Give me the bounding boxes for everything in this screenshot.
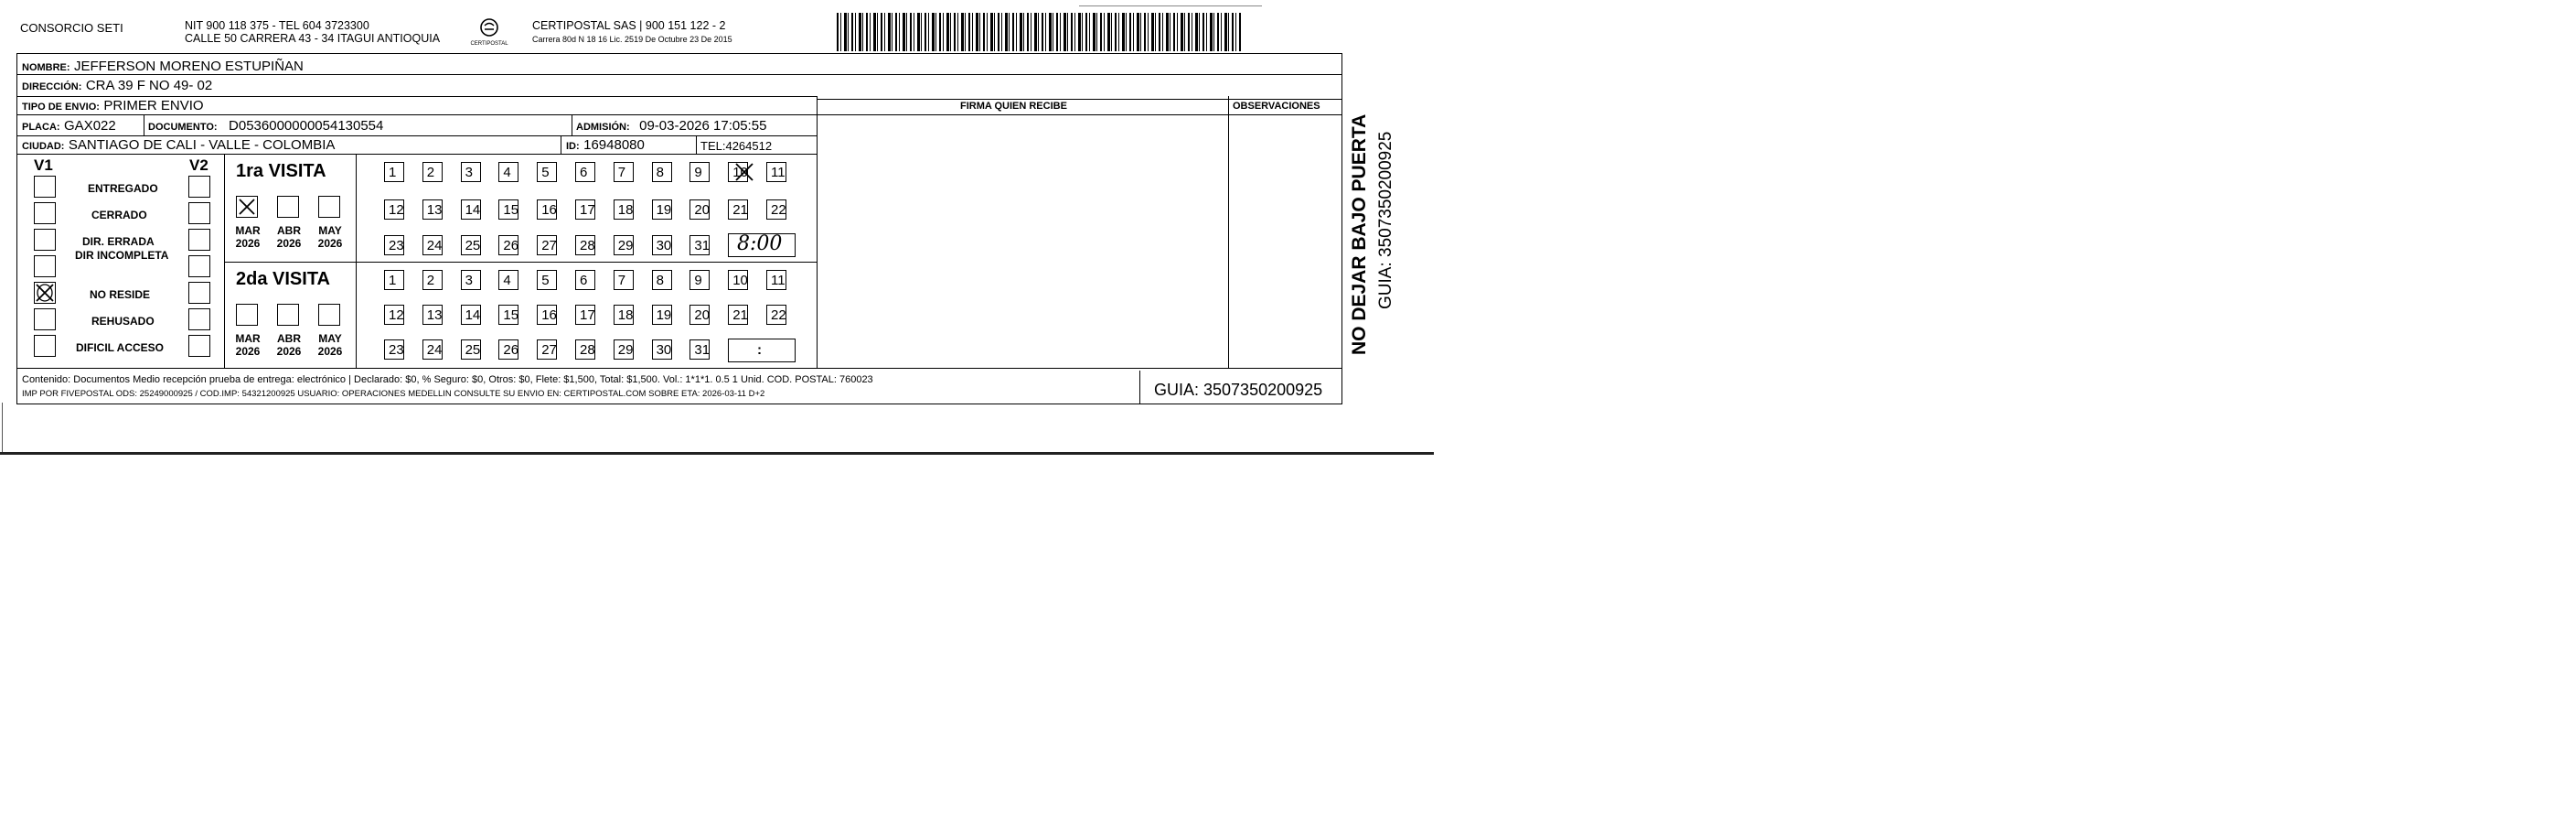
row-line (16, 114, 1342, 115)
first-day-15[interactable]: 15 (498, 199, 518, 220)
year-label: 2026 (235, 237, 261, 250)
placa-label: PLACA: (22, 122, 60, 133)
first-day-3[interactable]: 3 (461, 162, 481, 182)
firma-header: FIRMA QUIEN RECIBE (960, 101, 1067, 112)
second-visit-title: 2da VISITA (236, 269, 330, 289)
v1-label: V1 (34, 156, 53, 174)
row-line (16, 154, 817, 155)
observaciones-header: OBSERVACIONES (1233, 101, 1320, 112)
month-label: MAY (318, 224, 342, 237)
documento-label: DOCUMENTO: (148, 122, 218, 133)
first-day-27[interactable]: 27 (537, 235, 557, 255)
v1-checkbox-entregado[interactable] (34, 176, 56, 198)
first-day-19[interactable]: 19 (652, 199, 672, 220)
address-line: CALLE 50 CARRERA 43 - 34 ITAGUI ANTIOQUIA (185, 32, 441, 45)
side-warning: NO DEJAR BAJO PUERTA (1349, 113, 1370, 355)
second-month-checkbox-may[interactable] (318, 304, 340, 326)
status-label: REHUSADO (91, 315, 155, 328)
first-month-checkbox-may[interactable] (318, 196, 340, 218)
second-day-22[interactable]: 22 (766, 305, 786, 325)
year-label: 2026 (235, 345, 261, 358)
first-day-5[interactable]: 5 (537, 162, 557, 182)
first-day-14[interactable]: 14 (461, 199, 481, 220)
nombre-row (22, 59, 304, 74)
second-day-25[interactable]: 25 (461, 339, 481, 360)
placa-value: GAX022 (64, 118, 116, 134)
first-visit-title: 1ra VISITA (236, 161, 326, 181)
v1-checkbox-dificil-acceso[interactable] (34, 335, 56, 357)
second-day-12[interactable]: 12 (384, 305, 404, 325)
first-day-11[interactable]: 11 (766, 162, 786, 182)
first-day-17[interactable]: 17 (575, 199, 595, 220)
documento-value: D0536000000054130554 (229, 118, 384, 134)
carrier-line: CERTIPOSTAL SAS | 900 151 122 - 2 (532, 19, 726, 32)
direccion-value: CRA 39 F NO 49- 02 (85, 78, 213, 93)
company-name: CONSORCIO SETI (20, 21, 123, 35)
second-day-3[interactable]: 3 (461, 270, 481, 290)
second-day-30[interactable]: 30 (652, 339, 672, 360)
row-line (16, 74, 1342, 75)
bottom-edge (0, 452, 1434, 455)
first-day-1[interactable]: 1 (384, 162, 404, 182)
first-day-10[interactable]: 10 (728, 162, 748, 182)
second-day-7[interactable]: 7 (614, 270, 634, 290)
col-line (1228, 96, 1229, 369)
row-line (16, 96, 817, 97)
second-day-15[interactable]: 15 (498, 305, 518, 325)
v1-checkbox-cerrado[interactable] (34, 202, 56, 224)
status-label: ENTREGADO (88, 182, 158, 195)
second-day-18[interactable]: 18 (614, 305, 634, 325)
certipostal-logo (465, 16, 514, 49)
first-day-21[interactable]: 21 (728, 199, 748, 220)
nit-line: NIT 900 118 375 - TEL 604 3723300 (185, 19, 369, 32)
svg-text:CERTIPOSTAL: CERTIPOSTAL (470, 41, 508, 47)
second-day-9[interactable]: 9 (689, 270, 710, 290)
second-day-31[interactable]: 31 (689, 339, 710, 360)
year-label: 2026 (317, 237, 343, 250)
id-row (566, 138, 645, 153)
first-day-20[interactable]: 20 (689, 199, 710, 220)
second-day-23[interactable]: 23 (384, 339, 404, 360)
first-day-2[interactable]: 2 (422, 162, 443, 182)
tel-label: TEL: (700, 139, 726, 153)
footer-guia: GUIA: 3507350200925 (1154, 381, 1323, 399)
first-day-4[interactable]: 4 (498, 162, 518, 182)
second-time-value: : (757, 342, 762, 358)
first-day-16[interactable]: 16 (537, 199, 557, 220)
second-day-2[interactable]: 2 (422, 270, 443, 290)
month-label: MAR (235, 332, 261, 345)
second-day-20[interactable]: 20 (689, 305, 710, 325)
v1-checkbox-rehusado[interactable] (34, 308, 56, 330)
second-day-11[interactable]: 11 (766, 270, 786, 290)
month-label: ABR (277, 332, 301, 345)
second-day-1[interactable]: 1 (384, 270, 404, 290)
ciudad-value: SANTIAGO DE CALI - VALLE - COLOMBIA (68, 137, 336, 153)
v2-checkbox[interactable] (188, 202, 210, 224)
second-day-13[interactable]: 13 (422, 305, 443, 325)
second-day-5[interactable]: 5 (537, 270, 557, 290)
second-day-14[interactable]: 14 (461, 305, 481, 325)
first-day-24[interactable]: 24 (422, 235, 443, 255)
first-day-29[interactable]: 29 (614, 235, 634, 255)
second-month-checkbox-abr[interactable] (277, 304, 299, 326)
first-day-10-mark (733, 161, 755, 183)
tipo-value: PRIMER ENVIO (103, 98, 204, 113)
footer-line1: Contenido: Documentos Medio recepción prueba de entrega: electrónico | Declarado: $0, % Seguro: $0, Otros: $0, Flete: $1,500, Total: $1,500. Vol.: 1*1*1. 0.5 1 Unid. COD. POSTAL: 760023 (22, 374, 873, 385)
side-guia: GUIA: 3507350200925 (1376, 131, 1395, 309)
second-day-17[interactable]: 17 (575, 305, 595, 325)
second-month-checkbox-mar[interactable] (236, 304, 258, 326)
first-day-30[interactable]: 30 (652, 235, 672, 255)
second-day-16[interactable]: 16 (537, 305, 557, 325)
footer-line2: IMP POR FIVEPOSTAL ODS: 25249000925 / COD.IMP: 54321200925 USUARIO: OPERACIONES MEDELLIN CONSULTE SU ENVIO EN: CERTIPOSTAL.COM SOBRE ETA: 2026-03-11 D+2 (22, 389, 765, 399)
carrier-sub: Carrera 80d N 18 16 Lic. 2519 De Octubre 23 De 2015 (532, 35, 732, 44)
id-value: 16948080 (583, 137, 645, 153)
second-day-27[interactable]: 27 (537, 339, 557, 360)
second-day-21[interactable]: 21 (728, 305, 748, 325)
tel-value: 4264512 (725, 139, 773, 153)
second-time-box[interactable] (728, 339, 796, 362)
v2-checkbox[interactable] (188, 255, 210, 277)
first-day-26[interactable]: 26 (498, 235, 518, 255)
admision-value: 09-03-2026 17:05:55 (639, 118, 767, 134)
v2-checkbox[interactable] (188, 176, 210, 198)
tel-row (700, 140, 772, 152)
first-day-25[interactable]: 25 (461, 235, 481, 255)
first-day-6[interactable]: 6 (575, 162, 595, 182)
v1-checkbox-dir-errada[interactable] (34, 229, 56, 251)
top-rule (1079, 5, 1262, 6)
ciudad-row (22, 138, 335, 153)
second-day-26[interactable]: 26 (498, 339, 518, 360)
first-day-8[interactable]: 8 (652, 162, 672, 182)
nombre-label: NOMBRE: (22, 62, 70, 73)
first-day-23[interactable]: 23 (384, 235, 404, 255)
nombre-value: JEFFERSON MORENO ESTUPIÑAN (74, 59, 304, 74)
left-edge (2, 403, 3, 452)
second-day-8[interactable]: 8 (652, 270, 672, 290)
year-label: 2026 (276, 345, 302, 358)
second-day-29[interactable]: 29 (614, 339, 634, 360)
status-label: NO RESIDE (90, 288, 151, 301)
direccion-label: DIRECCIÓN: (22, 81, 82, 92)
second-day-28[interactable]: 28 (575, 339, 595, 360)
month-label: ABR (277, 224, 301, 237)
year-label: 2026 (317, 345, 343, 358)
main-frame (16, 53, 1342, 369)
v2-checkbox[interactable] (188, 308, 210, 330)
v2-label: V2 (189, 156, 208, 174)
first-day-12[interactable]: 12 (384, 199, 404, 220)
admision-label: ADMISIÓN: (576, 122, 630, 133)
admision-row (576, 119, 766, 134)
col-line (817, 96, 818, 369)
second-day-24[interactable]: 24 (422, 339, 443, 360)
second-day-10[interactable]: 10 (728, 270, 748, 290)
placa-row (22, 119, 116, 134)
status-label: CERRADO (91, 209, 147, 221)
month-label: MAR (235, 224, 261, 237)
col-line (1139, 371, 1140, 404)
status-label: DIR INCOMPLETA (75, 249, 169, 262)
second-day-6[interactable]: 6 (575, 270, 595, 290)
ciudad-label: CIUDAD: (22, 141, 65, 152)
row-line (817, 99, 1342, 100)
v2-checkbox[interactable] (188, 282, 210, 304)
first-month-checkbox-abr[interactable] (277, 196, 299, 218)
v1-checkbox-dir-incompleta[interactable] (34, 255, 56, 277)
first-day-7[interactable]: 7 (614, 162, 634, 182)
tipo-row (22, 99, 204, 113)
col-line (696, 135, 697, 154)
barcode (837, 13, 1241, 51)
id-label: ID: (566, 141, 580, 152)
tipo-label: TIPO DE ENVIO: (22, 102, 100, 113)
first-time-value: 8:00 (737, 232, 783, 255)
year-label: 2026 (276, 237, 302, 250)
first-month-checkbox-mar[interactable] (236, 196, 258, 218)
v1-checkbox-no-reside[interactable] (34, 282, 56, 304)
first-day-18[interactable]: 18 (614, 199, 634, 220)
status-label: DIR. ERRADA (82, 235, 155, 248)
first-day-22[interactable]: 22 (766, 199, 786, 220)
second-day-4[interactable]: 4 (498, 270, 518, 290)
first-day-13[interactable]: 13 (422, 199, 443, 220)
status-label: DIFICIL ACCESO (76, 341, 165, 354)
v2-checkbox[interactable] (188, 335, 210, 357)
documento-row (148, 119, 383, 134)
row-line (224, 262, 817, 263)
v2-checkbox[interactable] (188, 229, 210, 251)
first-day-9[interactable]: 9 (689, 162, 710, 182)
first-day-31[interactable]: 31 (689, 235, 710, 255)
direccion-row (22, 79, 212, 93)
month-label: MAY (318, 332, 342, 345)
second-day-19[interactable]: 19 (652, 305, 672, 325)
first-day-28[interactable]: 28 (575, 235, 595, 255)
